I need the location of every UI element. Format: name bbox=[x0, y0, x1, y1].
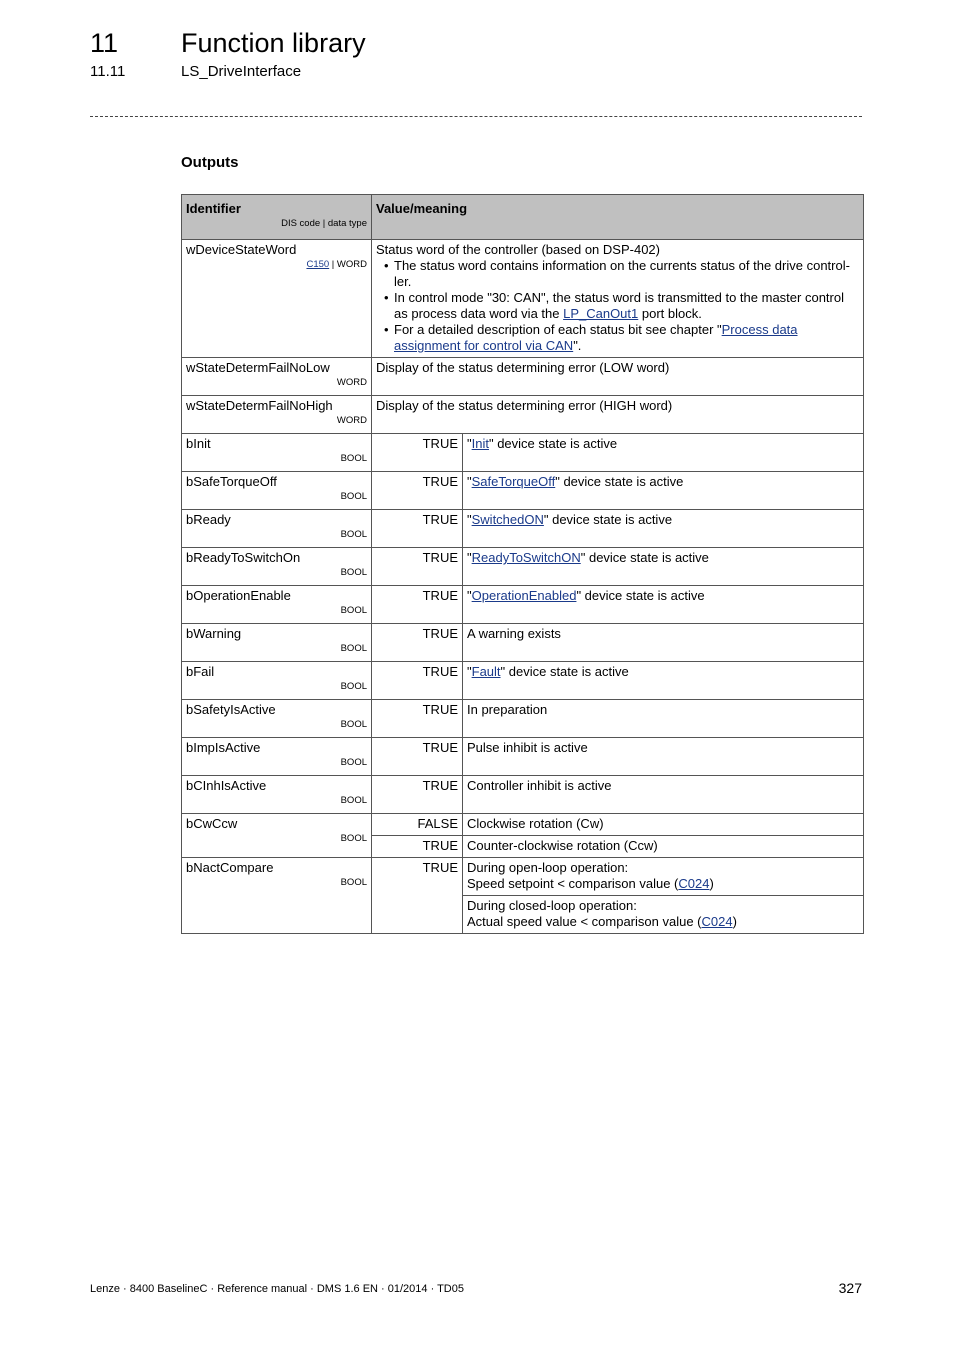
value-cell: TRUE bbox=[372, 700, 463, 738]
list-item: • The status word contains information on the currents status of the drive controller. bbox=[394, 258, 859, 290]
list-item bbox=[394, 322, 859, 354]
data-type: BOOL bbox=[340, 567, 367, 578]
meaning-cell: Display of the status determining error (HIGH word) bbox=[372, 396, 864, 434]
value-cell: FALSE bbox=[372, 814, 463, 836]
meaning-text: " device state is active bbox=[488, 436, 618, 451]
identifier-cell bbox=[182, 624, 372, 662]
identifier-name: bCwCcw bbox=[186, 816, 238, 831]
quote: " bbox=[467, 588, 472, 603]
value-cell: TRUE bbox=[372, 836, 463, 858]
closed-loop-condition bbox=[467, 914, 859, 930]
table-row bbox=[182, 858, 864, 896]
value-cell: TRUE bbox=[372, 858, 463, 934]
value-cell: TRUE bbox=[372, 776, 463, 814]
chapter-number: 11 bbox=[90, 28, 119, 58]
meaning-text: " device state is active bbox=[543, 512, 673, 527]
identifier-cell bbox=[182, 548, 372, 586]
c024-link[interactable]: C024 bbox=[701, 914, 733, 929]
condition-text: Actual speed value < comparison value ( bbox=[467, 914, 702, 929]
table-row bbox=[182, 434, 864, 472]
data-type: WORD bbox=[336, 377, 367, 388]
identifier-cell bbox=[182, 858, 372, 934]
meaning-cell bbox=[463, 896, 864, 934]
meaning-cell bbox=[463, 586, 864, 624]
identifier-cell bbox=[182, 396, 372, 434]
list-item bbox=[394, 290, 859, 322]
init-link[interactable]: Init bbox=[471, 436, 489, 451]
identifier-cell bbox=[182, 662, 372, 700]
c024-link[interactable]: C024 bbox=[678, 876, 710, 891]
safetorqueoff-link[interactable]: SafeTorqueOff bbox=[471, 474, 556, 489]
page-number: 327 bbox=[838, 1280, 862, 1296]
table-row bbox=[182, 548, 864, 586]
identifier-header-label: Identifier bbox=[186, 201, 241, 216]
table-row bbox=[182, 662, 864, 700]
value-cell: TRUE bbox=[372, 510, 463, 548]
table-row bbox=[182, 358, 864, 396]
meaning-cell: A warning exists bbox=[463, 624, 864, 662]
identifier-cell bbox=[182, 700, 372, 738]
outputs-table bbox=[181, 194, 864, 934]
data-type: BOOL bbox=[340, 681, 367, 692]
condition-text: ) bbox=[709, 876, 714, 891]
identifier-cell bbox=[182, 358, 372, 396]
identifier-cell bbox=[182, 586, 372, 624]
bullet-list bbox=[376, 258, 859, 354]
value-cell: TRUE bbox=[372, 738, 463, 776]
meaning-cell bbox=[463, 472, 864, 510]
meaning-cell bbox=[463, 858, 864, 896]
value-column-header bbox=[372, 195, 864, 240]
meaning-text: " device state is active bbox=[576, 588, 705, 603]
status-word-intro: Status word of the controller (based on DSP-402) bbox=[376, 242, 660, 257]
identifier-cell bbox=[182, 738, 372, 776]
value-cell: TRUE bbox=[372, 662, 463, 700]
type-separator: | bbox=[329, 259, 337, 270]
quote: " bbox=[467, 474, 472, 489]
dis-code-link[interactable]: C150 bbox=[306, 259, 330, 270]
meaning-cell bbox=[463, 662, 864, 700]
meaning-cell bbox=[463, 548, 864, 586]
identifier-cell bbox=[182, 240, 372, 358]
data-type: BOOL bbox=[340, 795, 367, 806]
readytoswitchon-link[interactable]: ReadyToSwitchON bbox=[471, 550, 581, 565]
operationenabled-link[interactable]: OperationEnabled bbox=[471, 588, 577, 603]
table-row bbox=[182, 814, 864, 836]
meaning-text: " device state is active bbox=[500, 664, 629, 679]
identifier-name: bImpIsActive bbox=[186, 740, 261, 755]
data-type: BOOL bbox=[340, 529, 367, 540]
meaning-cell: Controller inhibit is active bbox=[463, 776, 864, 814]
meaning-cell bbox=[372, 240, 864, 358]
meaning-text: " device state is active bbox=[580, 550, 709, 565]
identifier-name: bSafetyIsActive bbox=[186, 702, 276, 717]
identifier-cell bbox=[182, 814, 372, 858]
meaning-cell bbox=[463, 510, 864, 548]
section-number: 11.11 bbox=[90, 63, 126, 80]
meaning-cell: Pulse inhibit is active bbox=[463, 738, 864, 776]
identifier-name: wStateDetermFailNoHigh bbox=[186, 398, 333, 413]
condition-text: Speed setpoint < comparison value ( bbox=[467, 876, 679, 891]
quote: " bbox=[467, 550, 472, 565]
identifier-name: bOperationEnable bbox=[186, 588, 291, 603]
condition-text: ) bbox=[732, 914, 737, 929]
table-row bbox=[182, 240, 864, 358]
value-cell: TRUE bbox=[372, 548, 463, 586]
data-type: WORD bbox=[336, 259, 367, 270]
bullet-text: ". bbox=[573, 338, 582, 353]
identifier-cell bbox=[182, 434, 372, 472]
meaning-cell: Clockwise rotation (Cw) bbox=[463, 814, 864, 836]
value-cell: TRUE bbox=[372, 434, 463, 472]
quote: " bbox=[467, 664, 472, 679]
data-type: BOOL bbox=[340, 719, 367, 730]
data-type: BOOL bbox=[340, 605, 367, 616]
identifier-name: bReadyToSwitchOn bbox=[186, 550, 301, 565]
identifier-name: bSafeTorqueOff bbox=[186, 474, 277, 489]
meaning-text: " device state is active bbox=[555, 474, 684, 489]
data-type: BOOL bbox=[340, 877, 367, 888]
table-row bbox=[182, 776, 864, 814]
meaning-cell bbox=[463, 434, 864, 472]
quote: " bbox=[467, 436, 472, 451]
identifier-type bbox=[186, 258, 367, 271]
data-type: BOOL bbox=[340, 453, 367, 464]
bullet-text: For a detailed description of each status bit see chapter " bbox=[394, 322, 722, 337]
table-row bbox=[182, 472, 864, 510]
data-type: BOOL bbox=[340, 757, 367, 768]
table-row bbox=[182, 738, 864, 776]
meaning-cell: In preparation bbox=[463, 700, 864, 738]
table-row bbox=[182, 624, 864, 662]
value-cell: TRUE bbox=[372, 586, 463, 624]
data-type: BOOL bbox=[340, 643, 367, 654]
open-loop-label: During open-loop operation: bbox=[467, 860, 629, 875]
meaning-cell: Counter-clockwise rotation (Ccw) bbox=[463, 836, 864, 858]
data-type: BOOL bbox=[340, 833, 367, 844]
identifier-name: bWarning bbox=[186, 626, 242, 641]
switchedon-link[interactable]: SwitchedON bbox=[471, 512, 544, 527]
table-row bbox=[182, 586, 864, 624]
identifier-cell bbox=[182, 510, 372, 548]
data-type: WORD bbox=[336, 415, 367, 426]
fault-link[interactable]: Fault bbox=[471, 664, 501, 679]
bullet-text: port block. bbox=[638, 306, 702, 321]
process-data-assignment-link[interactable]: Process data assignment for control via CAN bbox=[394, 322, 798, 353]
quote: " bbox=[467, 512, 472, 527]
identifier-name: bNactCompare bbox=[186, 860, 274, 875]
table-row bbox=[182, 396, 864, 434]
footer-text: Lenze · 8400 BaselineC · Reference manual · DMS 1.6 EN · 01/2014 · TD05 bbox=[90, 1283, 464, 1295]
identifier-name: bReady bbox=[186, 512, 231, 527]
value-cell: TRUE bbox=[372, 472, 463, 510]
table-row bbox=[182, 510, 864, 548]
identifier-cell bbox=[182, 776, 372, 814]
lp-canout1-link[interactable]: LP_CanOut1 bbox=[563, 306, 639, 321]
header-divider bbox=[90, 116, 862, 117]
identifier-name: bCInhIsActive bbox=[186, 778, 267, 793]
identifier-column-header bbox=[182, 195, 372, 240]
chapter-title: Function library bbox=[181, 28, 366, 58]
table-row bbox=[182, 700, 864, 738]
bullet-text: In control mode "30: CAN", the status word is transmitted to the master control as process data word via the bbox=[394, 290, 844, 321]
table-header-row bbox=[182, 195, 864, 240]
meaning-cell: Display of the status determining error (LOW word) bbox=[372, 358, 864, 396]
closed-loop-label: During closed-loop operation: bbox=[467, 898, 637, 913]
identifier-name: wDeviceStateWord bbox=[186, 242, 297, 257]
identifier-name: bFail bbox=[186, 664, 215, 679]
section-title: LS_DriveInterface bbox=[181, 63, 302, 80]
value-cell: TRUE bbox=[372, 624, 463, 662]
identifier-name: bInit bbox=[186, 436, 211, 451]
open-loop-condition bbox=[467, 876, 859, 892]
outputs-heading: Outputs bbox=[181, 154, 239, 171]
identifier-name: wStateDetermFailNoLow bbox=[186, 360, 330, 375]
value-header-label: Value/meaning bbox=[376, 201, 468, 216]
data-type: BOOL bbox=[340, 491, 367, 502]
identifier-header-sublabel: DIS code | data type bbox=[281, 218, 367, 229]
identifier-cell bbox=[182, 472, 372, 510]
